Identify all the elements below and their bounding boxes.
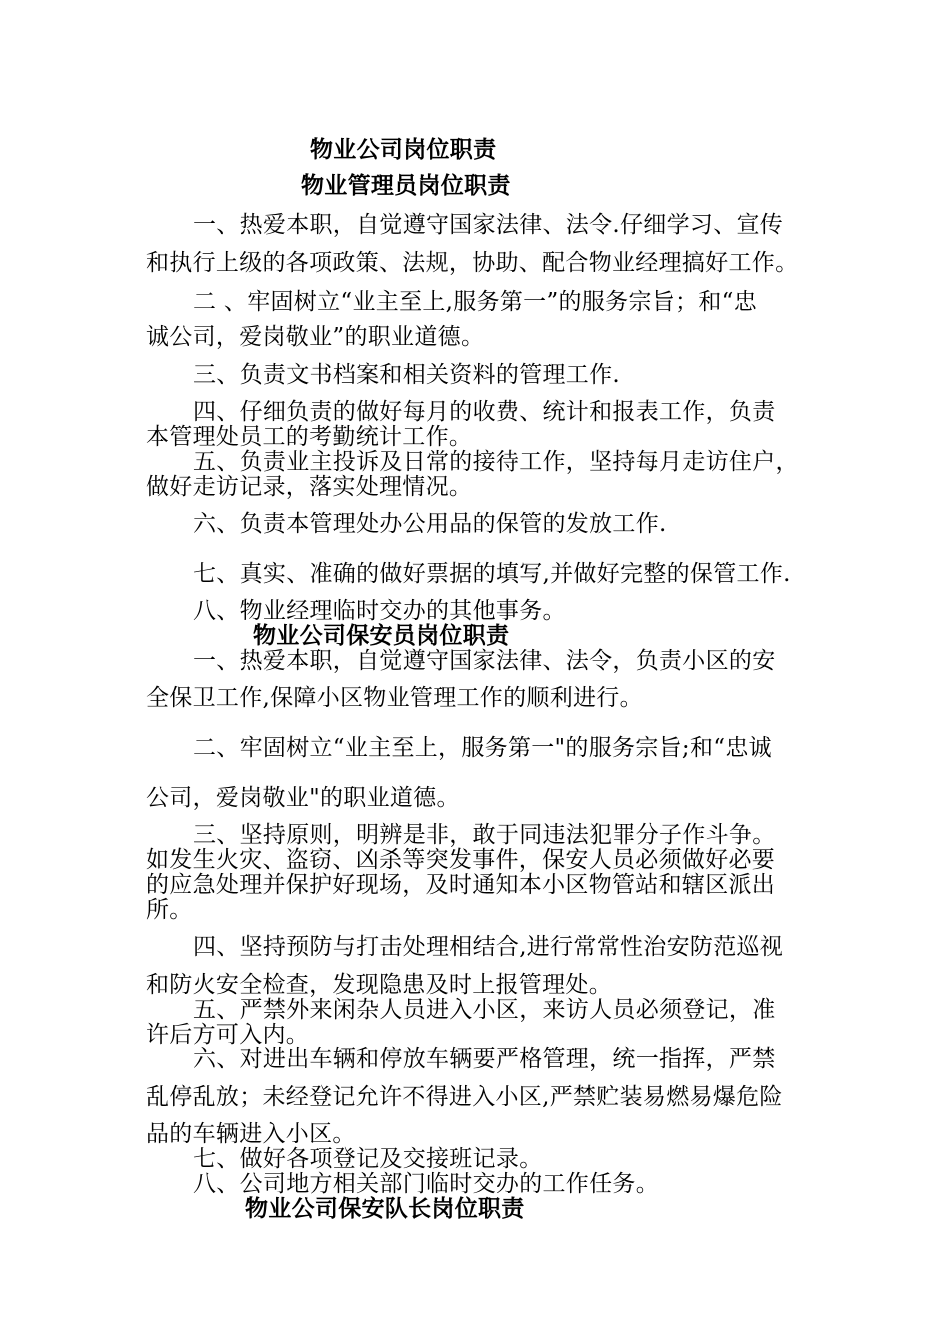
paragraph-line: 八、公司地方相关部门临时交办的工作任务。	[193, 1171, 659, 1197]
paragraph-line: 三、坚持原则，明辨是非，敢于同违法犯罪分子作斗争。	[193, 822, 776, 848]
paragraph-line: 七、做好各项登记及交接班记录。	[193, 1146, 543, 1172]
paragraph-line: 本管理处员工的考勤统计工作。	[146, 424, 473, 450]
paragraph-line: 七、真实、准确的做好票据的填写,并做好完整的保管工作.	[193, 561, 791, 587]
paragraph-line: 五、负责业主投诉及日常的接待工作，坚持每月走访住户，	[193, 449, 799, 475]
paragraph-line: 五、严禁外来闲杂人员进入小区，来访人员必须登记，准	[193, 997, 776, 1023]
paragraph-line: 许后方可入内。	[146, 1022, 310, 1048]
paragraph-line: 诚公司，爱岗敬业”的职业道德。	[146, 324, 485, 350]
paragraph-line: 二、牢固树立“业主至上，服务第一"的服务宗旨;和“忠诚	[193, 735, 772, 761]
document-title: 物业公司岗位职责	[310, 136, 497, 163]
paragraph-line: 四、仔细负责的做好每月的收费、统计和报表工作，负责	[193, 399, 776, 425]
paragraph-line: 如发生火灾、盗窃、凶杀等突发事件，保安人员必须做好必要	[146, 847, 776, 873]
section-heading-security-captain: 物业公司保安队长岗位职责	[245, 1195, 525, 1222]
paragraph-line: 六、负责本管理处办公用品的保管的发放工作.	[193, 511, 667, 537]
paragraph-line: 二 、牢固树立“业主至上,服务第一”的服务宗旨；和“忠	[193, 289, 757, 315]
paragraph-line: 做好走访记录，落实处理情况。	[146, 474, 473, 500]
paragraph-line: 的应急处理并保护好现场，及时通知本小区物管站和辖区派出	[146, 872, 776, 898]
paragraph-line: 四、坚持预防与打击处理相结合,进行常常性治安防范巡视	[193, 934, 784, 960]
paragraph-line: 八、物业经理临时交办的其他事务。	[193, 598, 566, 624]
paragraph-line: 乱停乱放；未经登记允许不得进入小区,严禁贮装易燃易爆危险	[146, 1084, 783, 1110]
paragraph-line: 全保卫工作,保障小区物业管理工作的顺利进行。	[146, 685, 643, 711]
paragraph-line: 和防火安全检查，发现隐患及时上报管理处。	[146, 972, 612, 998]
section-heading-security-guard: 物业公司保安员岗位职责	[253, 622, 510, 649]
paragraph-line: 六、对进出车辆和停放车辆要严格管理，统一指挥，严禁	[193, 1046, 776, 1072]
paragraph-line: 一、热爱本职，自觉遵守国家法律、法令，负责小区的安	[193, 648, 776, 674]
paragraph-line: 公司，爱岗敬业"的职业道德。	[146, 785, 460, 811]
paragraph-line: 一、热爱本职，自觉遵守国家法律、法令.仔细学习、宣传	[193, 212, 784, 238]
paragraph-line: 和执行上级的各项政策、法规，协助、配合物业经理搞好工作。	[146, 250, 799, 276]
section-heading-manager: 物业管理员岗位职责	[301, 172, 511, 199]
paragraph-line: 三、负责文书档案和相关资料的管理工作.	[193, 362, 621, 388]
paragraph-line: 品的车辆进入小区。	[146, 1121, 356, 1147]
paragraph-line: 所。	[146, 897, 193, 923]
